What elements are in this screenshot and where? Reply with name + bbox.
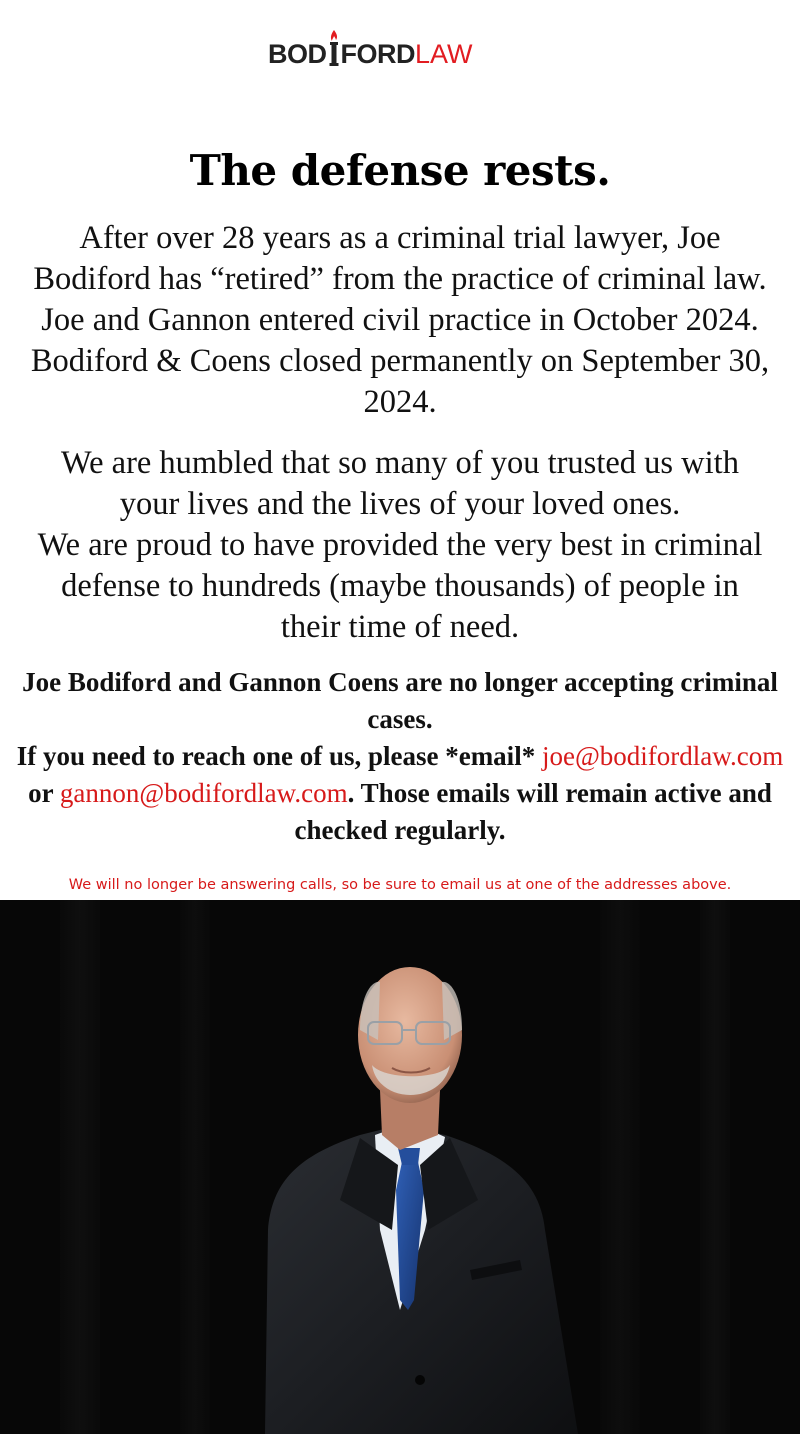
site-header — [0, 0, 800, 110]
gratitude-paragraph — [0, 443, 800, 648]
announcement-content — [0, 140, 800, 895]
retirement-line: Bodiford & Coens closed permanently on September 30, — [30, 343, 770, 379]
contact-line: or — [28, 778, 60, 808]
contact-line: Joe Bodiford and Gannon Coens are no longer accepting criminal — [22, 667, 778, 697]
retirement-line: After over 28 years as a criminal trial lawyer, Joe — [79, 220, 721, 256]
contact-line: checked regularly. — [294, 815, 506, 845]
gratitude-line: their time of need. — [280, 609, 520, 645]
contact-paragraph — [0, 664, 800, 849]
retirement-line: 2024. — [363, 384, 437, 420]
logo-text-ford: FORD — [340, 39, 415, 69]
attorney-portrait-photo — [0, 900, 800, 1434]
retirement-line: Bodiford has “retired” from the practice of criminal law. — [33, 261, 767, 297]
retirement-paragraph — [0, 218, 800, 423]
contact-line: If you need to reach one of us, please *email* — [16, 741, 542, 771]
no-calls-notice: We will no longer be answering calls, so be sure to email us at one of the addresses above. — [68, 877, 732, 893]
gratitude-line: your lives and the lives of your loved ones. — [119, 486, 681, 522]
gratitude-line: We are proud to have provided the very best in criminal — [37, 527, 763, 563]
bodiford-law-logo[interactable] — [268, 26, 534, 68]
torch-icon — [328, 30, 340, 68]
contact-line: cases. — [367, 704, 433, 734]
email-link-joe[interactable]: joe@bodifordlaw.com — [541, 741, 784, 771]
retirement-line: Joe and Gannon entered civil practice in October 2024. — [41, 302, 759, 338]
portrait-illustration — [0, 900, 800, 1434]
logo-text-bod: BOD — [268, 39, 327, 69]
contact-line: . Those emails will remain active and — [347, 778, 772, 808]
gratitude-line: defense to hundreds (maybe thousands) of people in — [61, 568, 739, 604]
gratitude-line: We are humbled that so many of you trusted us with — [61, 445, 739, 481]
logo-text-law: LAW — [415, 39, 473, 69]
email-link-gannon[interactable]: gannon@bodifordlaw.com — [59, 778, 348, 808]
page-title: The defense rests. — [189, 146, 611, 195]
